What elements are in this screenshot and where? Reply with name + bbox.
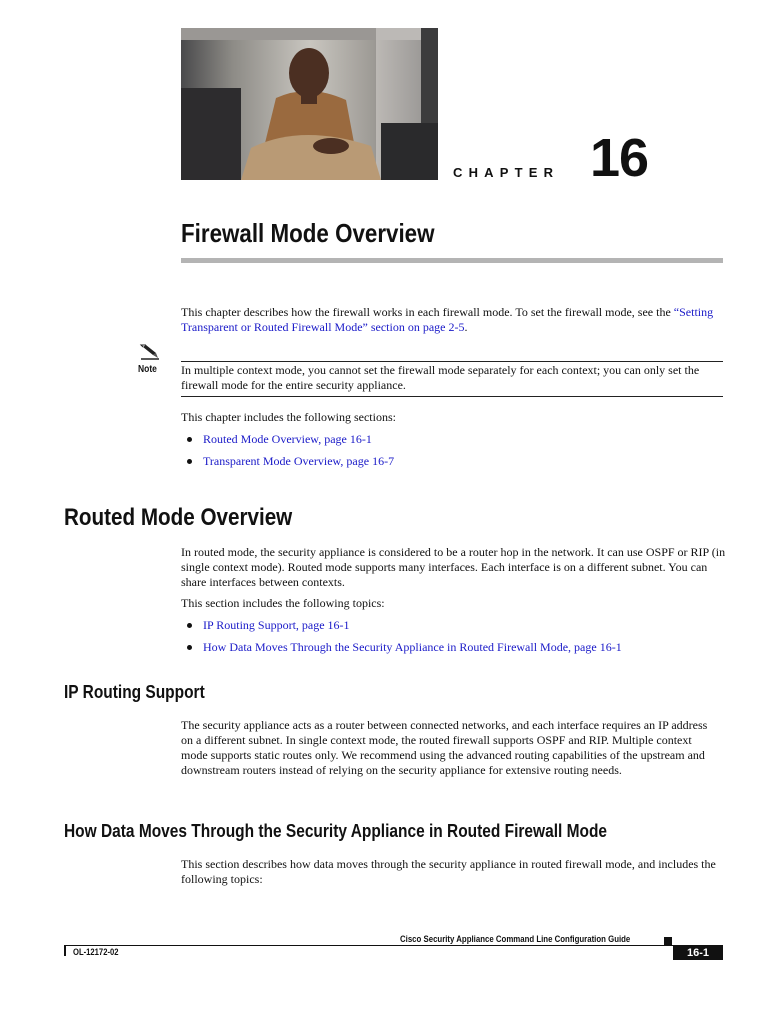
list-item	[181, 432, 726, 447]
footer-doc-number: OL-12172-02	[73, 947, 119, 957]
page-number-badge: 16-1	[673, 946, 723, 960]
intro-end: .	[464, 320, 468, 334]
footer-tick	[64, 945, 66, 956]
ip-routing-heading: IP Routing Support	[64, 682, 205, 702]
data-moves-body: This section describes how data moves through the security appliance in routed firewall mode, and includes the following topics:	[181, 857, 716, 886]
title-rule	[181, 258, 723, 263]
pencil-icon	[139, 342, 161, 362]
data-moves-heading: How Data Moves Through the Security Appliance in Routed Firewall Mode	[64, 821, 608, 841]
topic-link-ip-routing[interactable]: IP Routing Support, page 16-1	[203, 618, 350, 632]
sections-list	[181, 432, 726, 475]
routed-topics-intro: This section includes the following topics:	[181, 596, 385, 610]
chapter-photo	[181, 28, 438, 180]
intro-paragraph	[181, 305, 726, 335]
routed-body: In routed mode, the security appliance is considered to be a router hop in the network. It can use OSPF or RIP (in single context mode). Routed mode supports many interfaces. Each interface is on a different subnet. You can share interfaces between contexts.	[181, 545, 726, 589]
intro-link[interactable]: “Setting Transparent or Routed Firewall Mode” section on page 2-5	[181, 305, 714, 334]
list-item	[181, 618, 741, 633]
chapter-photo-image	[181, 28, 438, 180]
sections-intro: This chapter includes the following sections:	[181, 410, 396, 424]
note-label: Note	[138, 364, 157, 375]
footer-rule	[64, 945, 723, 946]
chapter-title: Firewall Mode Overview	[181, 218, 435, 248]
chapter-number: 16	[590, 128, 649, 188]
list-item	[181, 640, 741, 655]
note-bottom-rule	[181, 396, 723, 397]
note-text: In multiple context mode, you cannot set the firewall mode separately for each context; you can only set the firewall mode for the entire security appliance.	[181, 363, 700, 392]
ip-routing-body: The security appliance acts as a router between connected networks, and each interface requires an IP address on a different subnet. In single context mode, the routed firewall supports OSPF and RIP. Multiple context mode supports static routes only. We recommend using the advanced routing capabilities of the upstream and downstream routers instead of relying on the security appliance for extensive routing needs.	[181, 718, 708, 777]
footer-guide-title: Cisco Security Appliance Command Line Configuration Guide	[400, 934, 631, 944]
note-top-rule	[181, 361, 723, 362]
intro-text: This chapter describes how the firewall works in each firewall mode. To set the firewall mode, see the	[181, 305, 674, 319]
topic-link-data-moves[interactable]: How Data Moves Through the Security Appliance in Routed Firewall Mode, page 16-1	[203, 639, 622, 654]
chapter-label: CHAPTER	[453, 165, 560, 180]
section-link-transparent[interactable]: Transparent Mode Overview, page 16-7	[203, 453, 395, 468]
routed-topics-list	[181, 618, 741, 661]
list-item	[181, 454, 726, 469]
footer-marker	[664, 937, 672, 945]
routed-heading: Routed Mode Overview	[64, 504, 293, 531]
section-link-routed[interactable]: Routed Mode Overview, page 16-1	[203, 432, 372, 446]
